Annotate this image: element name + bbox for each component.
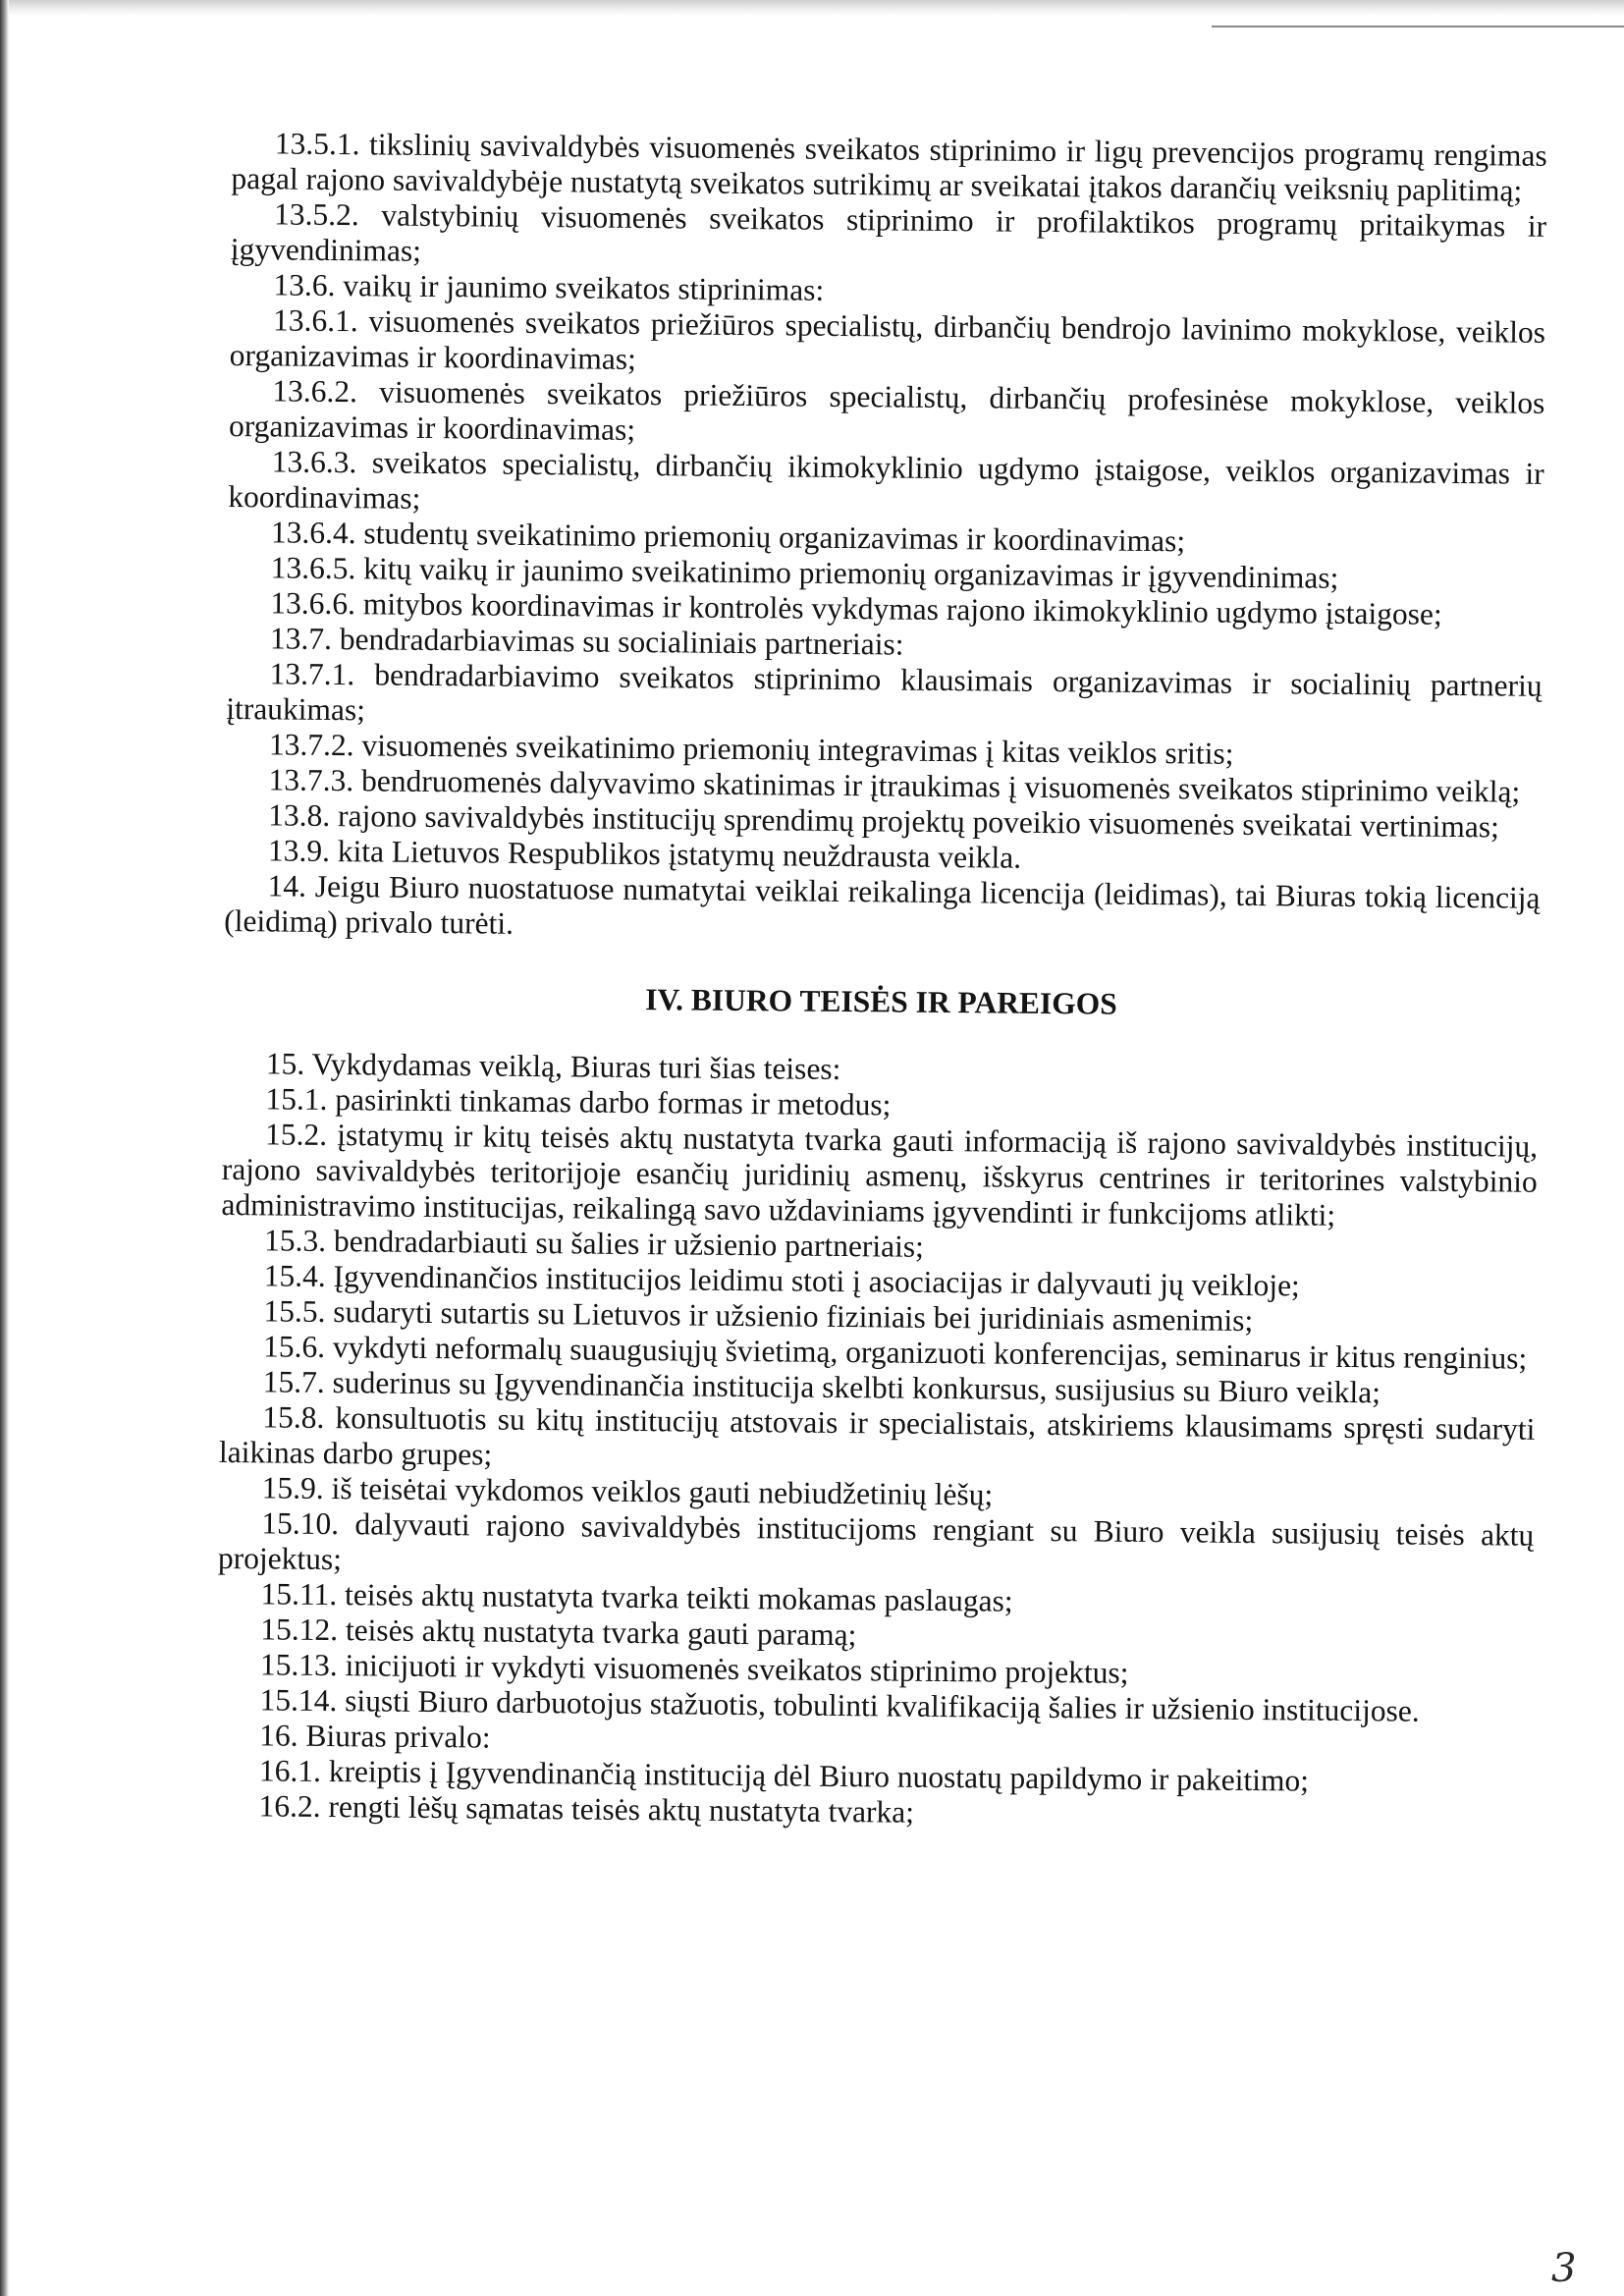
paragraph-13-7-1: 13.7.1. bendradarbiavimo sveikatos stiprinimo klausimais organizavimas ir socialinių partnerių įtraukimas;: [226, 656, 1543, 728]
scan-shadow-top: [9, 0, 1624, 16]
paragraph-15: 15. Vykdydamas veiklą, Biuras turi šias teises:: [265, 1046, 841, 1086]
paragraph-15-7: 15.7. suderinus su Įgyvendinančia institucija skelbti konkursus, susijusius su Biuro veikla;: [262, 1364, 1381, 1410]
paragraphs-after-heading: [215, 1046, 1539, 1836]
paragraph-13-6-3: 13.6.3. sveikatos specialistų, dirbančių ikimokyklinio ugdymo įstaigose, veiklos organizavimas ir koordinavimas;: [228, 444, 1544, 516]
paragraph-15-4: 15.4. Įgyvendinančios institucijos leidimu stoti į asociacijas ir dalyvauti jų veikloje;: [263, 1258, 1300, 1303]
paragraph-13-8: 13.8. rajono savivaldybės institucijų sprendimų projektų poveikio visuomenės sveikatai vertinimas;: [268, 797, 1500, 845]
paragraph-15-6: 15.6. vykdyti neformalų suaugusiųjų švietimą, organizuoti konferencijas, seminarus ir kitus renginius;: [262, 1329, 1528, 1376]
paragraph-15-10: 15.10. dalyvauti rajono savivaldybės institucijoms rengiant su Biuro veikla susijusių teisės aktų projektus;: [217, 1505, 1535, 1577]
paragraph-13-6-1: 13.6.1. visuomenės sveikatos priežiūros specialistų, dirbančių bendrojo lavinimo mokyklose, veiklos organizavimas ir koordinavimas;: [229, 302, 1546, 376]
paragraph-13-9: 13.9. kita Lietuvos Respublikos įstatymų neuždrausta veikla.: [267, 833, 1022, 875]
paragraph-13-6-6: 13.6.6. mitybos koordinavimas ir kontrolės vykdymas rajono ikimokyklinio ugdymo įstaigose;: [270, 585, 1442, 631]
scan-shadow-left: [0, 0, 9, 2296]
paragraph-15-12: 15.12. teisės aktų nustatyta tvarka gauti paramą;: [260, 1612, 857, 1653]
paragraph-13-5-1: 13.5.1. tikslinių savivaldybės visuomenės sveikatos stiprinimo ir ligų prevencijos programų rengimas pagal rajono savivaldybėje nustatytą sveikatos sutrikimų ar sveikatai įtakos darančių veiksnių paplitimą;: [231, 126, 1547, 208]
paragraph-15-9: 15.9. iš teisėtai vykdomos veiklos gauti nebiudžetinių lėšų;: [261, 1470, 994, 1512]
paragraph-16-2: 16.2. rengti lėšų sąmatas teisės aktų nustatyta tvarka;: [258, 1788, 915, 1830]
scan-edge-line: [1212, 26, 1624, 27]
paragraph-15-2: 15.2. įstatymų ir kitų teisės aktų nustatyta tvarka gauti informaciją iš rajono savivaldybės institucijų, rajono savivaldybės teritorijoje esančių juridinių asmenų, išskyrus centrines ir teritorines valstybinio administravimo institucijas, reikalingą savo uždaviniams įgyvendinti ir funkcijoms atlikti;: [221, 1117, 1539, 1232]
paragraph-13-7-2: 13.7.2. visuomenės sveikatinimo priemonių integravimas į kitas veiklos sritis;: [268, 727, 1234, 771]
paragraph-13-6-2: 13.6.2. visuomenės sveikatos priežiūros specialistų, dirbančių profesinėse mokyklose, veiklos organizavimas ir koordinavimas;: [228, 373, 1545, 447]
paragraph-13-6-4: 13.6.4. studentų sveikatinimo priemonių organizavimas ir koordinavimas;: [270, 515, 1186, 559]
paragraph-16: 16. Biuras privalo:: [259, 1718, 491, 1755]
paragraph-15-8: 15.8. konsultuotis su kitų institucijų atstovais ir specialistais, atskiriems klausimams spręsti sudaryti laikinas darbo grupes;: [218, 1399, 1536, 1472]
document-page: [215, 126, 1547, 1836]
paragraph-13-6-5: 13.6.5. kitų vaikų ir jaunimo sveikatinimo priemonių organizavimas ir įgyvendinimas;: [270, 550, 1339, 595]
paragraph-15-1: 15.1. pasirinkti tinkamas darbo formas ir metodus;: [265, 1081, 892, 1122]
section-heading: IV. BIURO TEISĖS IR PAREIGOS: [645, 982, 1117, 1021]
paragraph-15-14: 15.14. siųsti Biuro darbuotojus stažuotis, tobulinti kvalifikaciją šalies ir užsienio institucijose.: [259, 1682, 1420, 1728]
paragraph-13-7: 13.7. bendradarbiavimas su socialiniais partneriais:: [269, 621, 904, 662]
paragraph-13-5-2: 13.5.2. valstybinių visuomenės sveikatos stiprinimo ir profilaktikos programų pritaikymas ir įgyvendinimas;: [230, 196, 1547, 268]
paragraph-15-3: 15.3. bendradarbiauti su šalies ir užsienio partneriais;: [263, 1223, 925, 1264]
paragraph-13-6: 13.6. vaikų ir jaunimo sveikatos stiprinimas:: [273, 267, 825, 307]
paragraphs-before-heading: [224, 126, 1547, 952]
paragraph-14: 14. Jeigu Biuro nuostatuose numatytai veiklai reikalinga licencija (leidimas), tai Biuras tokią licenciją (leidimą) privalo turėti.: [224, 868, 1541, 941]
paragraph-13-7-3: 13.7.3. bendruomenės dalyvavimo skatinimas ir įtraukimas į visuomenės sveikatos stiprinimo veiklą;: [268, 762, 1521, 809]
paragraph-15-13: 15.13. inicijuoti ir vykdyti visuomenės sveikatos stiprinimo projektus;: [259, 1647, 1129, 1690]
paragraph-15-11: 15.11. teisės aktų nustatyta tvarka teikti mokamas paslaugas;: [260, 1576, 1013, 1618]
paragraph-16-1: 16.1. kreiptis į Įgyvendinančią instituciją dėl Biuro nuostatų papildymo ir pakeitimo;: [258, 1753, 1310, 1798]
paragraph-15-5: 15.5. sudaryti sutartis su Lietuvos ir užsienio fiziniais bei juridiniais asmenimis;: [263, 1293, 1254, 1339]
page-number: 3: [1551, 2246, 1577, 2291]
